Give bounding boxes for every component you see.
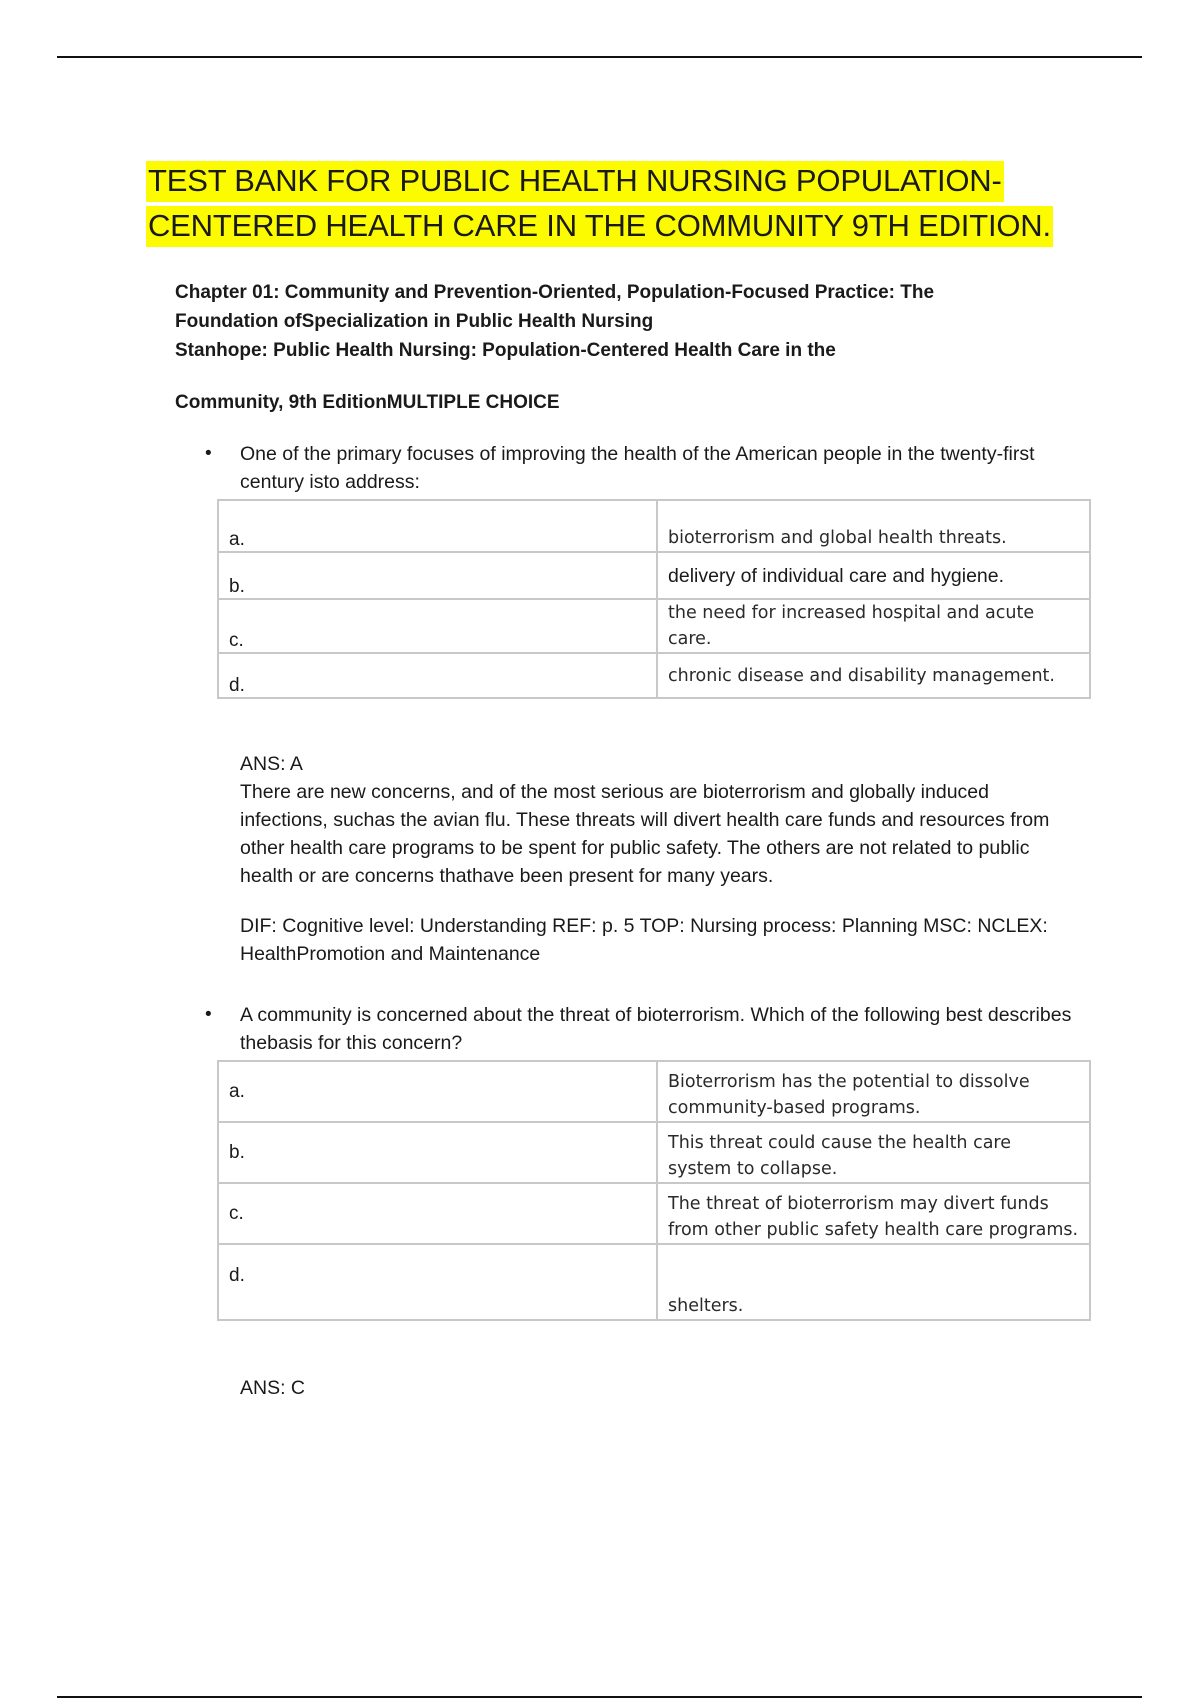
footer-rule [57, 1696, 1142, 1698]
question-1-options [217, 499, 1091, 699]
chapter-line-1: Chapter 01: Community and Prevention-Oriented, Population-Focused Practice: The [175, 282, 935, 303]
option-letter: a. [218, 500, 657, 552]
question-meta: DIF: Cognitive level: Understanding REF: p. 5 TOP: Nursing process: Planning MSC: NCLEX: HealthPromotion and Maintenance [240, 915, 1048, 965]
question-2-options [217, 1060, 1091, 1321]
option-letter: c. [218, 1183, 657, 1244]
option-row [218, 1122, 1090, 1183]
option-text: This threat could cause the health care system to collapse. [657, 1122, 1090, 1183]
question-2-text: A community is concerned about the threat of bioterrorism. Which of the following best describes thebasis for this concern? [240, 1004, 1072, 1054]
option-row [218, 599, 1090, 653]
answer-key: ANS: A [240, 753, 303, 775]
option-text: delivery of individual care and hygiene. [657, 552, 1090, 599]
option-row [218, 500, 1090, 552]
option-row [218, 1183, 1090, 1244]
option-letter: a. [218, 1061, 657, 1122]
question-1-text: One of the primary focuses of improving the health of the American people in the twenty-first century isto address: [240, 443, 1035, 493]
option-text: shelters. [657, 1244, 1090, 1320]
option-text: Bioterrorism has the potential to dissolve community-based programs. [657, 1061, 1090, 1122]
question-1-stem [205, 440, 1100, 496]
option-text: The threat of bioterrorism may divert funds from other public safety health care programs. [657, 1183, 1090, 1244]
option-letter: b. [218, 552, 657, 599]
chapter-line-2: Foundation ofSpecialization in Public Health Nursing [175, 311, 654, 332]
option-text: bioterrorism and global health threats. [657, 500, 1090, 552]
question-2-stem [205, 1001, 1100, 1057]
option-row [218, 653, 1090, 698]
option-letter: d. [218, 1244, 657, 1320]
question-1-answer-block [240, 750, 1060, 968]
option-letter: b. [218, 1122, 657, 1183]
bullet-icon: • [205, 1004, 212, 1025]
chapter-heading [175, 278, 1075, 365]
question-2-answer-block [240, 1374, 1060, 1402]
option-row [218, 1061, 1090, 1122]
option-letter: c. [218, 599, 657, 653]
title-highlight: TEST BANK FOR PUBLIC HEALTH NURSING POPULATION-CENTERED HEALTH CARE IN THE COMMUNITY 9TH EDITION. [146, 161, 1053, 247]
option-text: chronic disease and disability management. [657, 653, 1090, 698]
chapter-line-3: Stanhope: Public Health Nursing: Population-Centered Health Care in the [175, 340, 836, 361]
header-rule [57, 56, 1142, 58]
answer-key: ANS: C [240, 1377, 306, 1399]
option-row [218, 1244, 1090, 1320]
option-text: the need for increased hospital and acute care. [657, 599, 1090, 653]
option-letter: d. [218, 653, 657, 698]
section-heading: Community, 9th EditionMULTIPLE CHOICE [175, 392, 560, 413]
option-row [218, 552, 1090, 599]
document-title [146, 158, 1106, 248]
bullet-icon: • [205, 443, 212, 464]
rationale-text: There are new concerns, and of the most serious are bioterrorism and globally induced infections, suchas the avian flu. These threats will divert health care funds and resources from other health care programs to be spent for public safety. The others are not related to public health or are concerns thathave been present for many years. [240, 781, 1050, 887]
